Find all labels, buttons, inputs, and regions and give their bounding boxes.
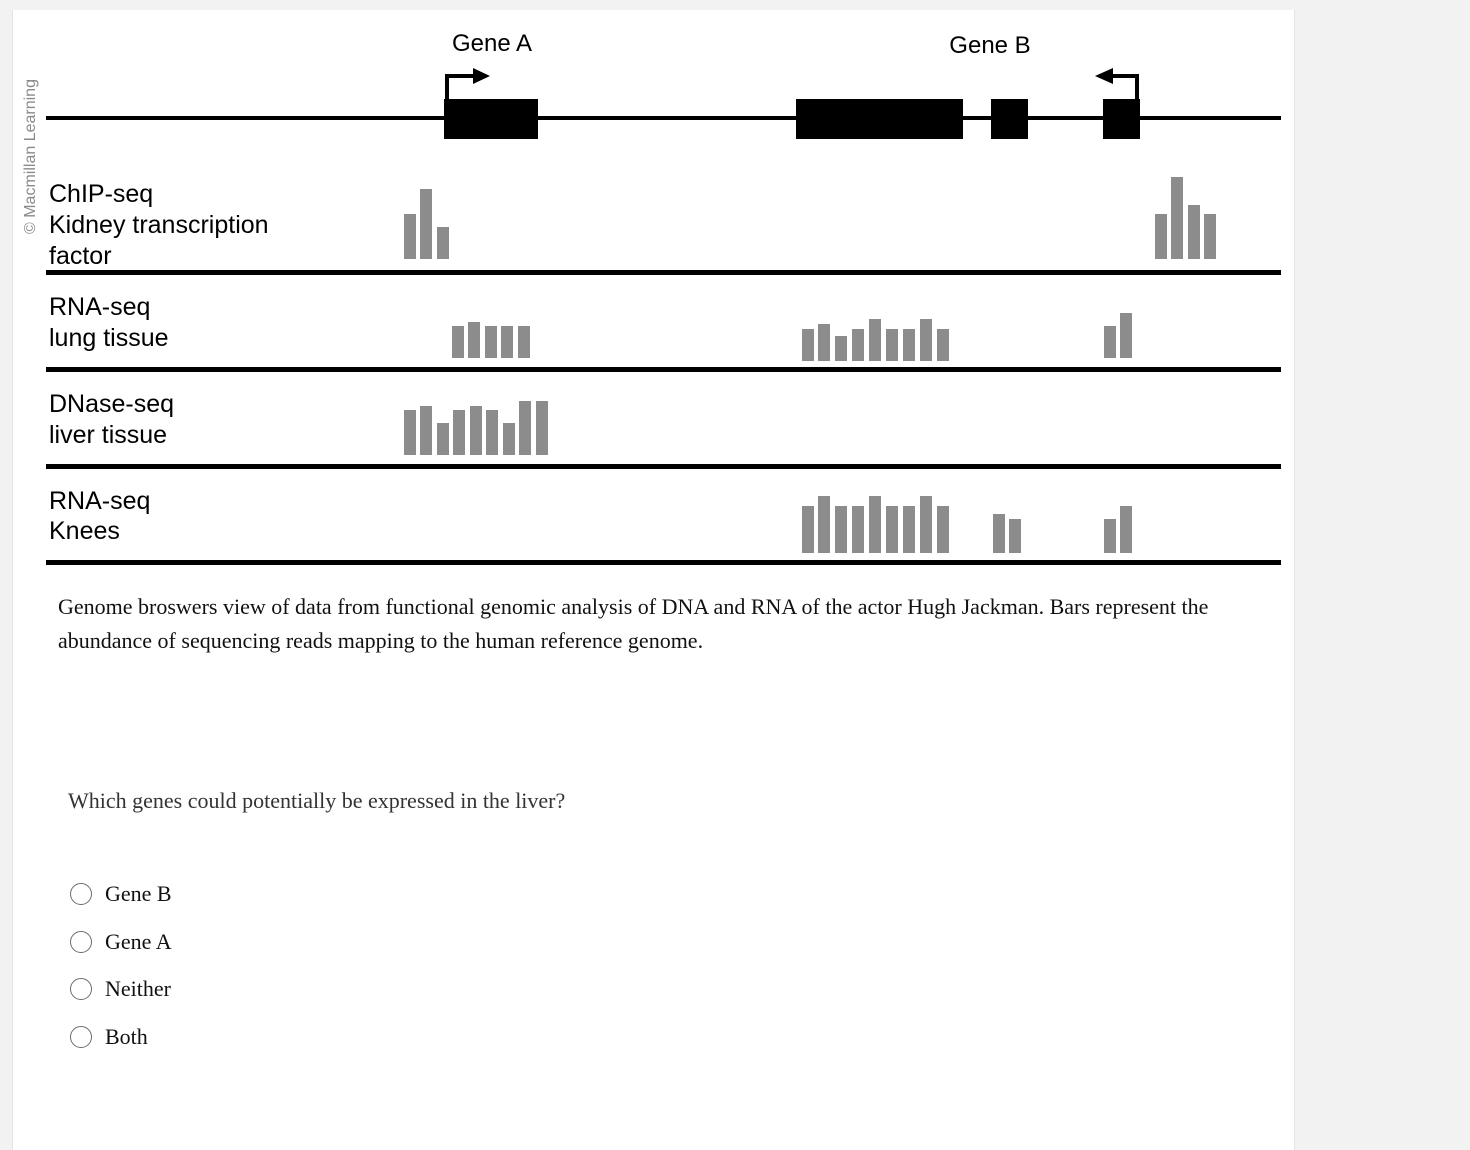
read-bar <box>802 329 814 361</box>
read-bar <box>886 329 898 361</box>
read-bar <box>1009 519 1021 553</box>
track-label-chip-2: Kidney transcription <box>49 211 269 239</box>
read-bar <box>486 410 498 455</box>
read-bar <box>420 189 432 259</box>
read-bar <box>485 326 497 358</box>
option-both[interactable] <box>70 1013 172 1061</box>
read-bar <box>503 423 515 455</box>
read-bar <box>420 406 432 455</box>
gene-b-exon-2 <box>991 99 1028 139</box>
option-neither[interactable] <box>70 965 172 1013</box>
copyright-label: © Macmillan Learning <box>22 79 39 234</box>
read-bar <box>437 423 449 455</box>
gene-b-tss-arrow-icon <box>1095 68 1137 100</box>
read-bar <box>1120 313 1132 358</box>
radio-button[interactable] <box>70 883 92 905</box>
answer-choices <box>70 870 172 1061</box>
gene-a-exon <box>444 99 538 139</box>
read-bar <box>903 329 915 361</box>
read-bar <box>852 329 864 361</box>
read-bar <box>519 401 531 455</box>
read-bar <box>404 410 416 455</box>
read-bar <box>518 326 530 358</box>
option-label: Both <box>105 1023 148 1049</box>
option-gene-b[interactable] <box>70 870 172 918</box>
track-label-rna-lung-1: RNA-seq <box>49 293 151 321</box>
read-bar <box>852 506 864 553</box>
gene-b-exon-3 <box>1103 99 1140 139</box>
read-bar <box>903 506 915 553</box>
track-label-rna-lung-2: lung tissue <box>49 324 169 352</box>
read-bar <box>1120 506 1132 553</box>
read-bar <box>468 322 480 358</box>
read-bar <box>818 496 830 553</box>
read-bar <box>437 227 449 259</box>
gene-a-label: Gene A <box>451 30 533 57</box>
read-bar <box>404 214 416 259</box>
read-bar <box>1155 214 1167 259</box>
read-bar <box>937 506 949 553</box>
gene-b-label: Gene B <box>949 32 1031 59</box>
read-bar <box>470 406 482 455</box>
read-bar <box>818 324 830 361</box>
read-bar <box>869 319 881 361</box>
read-bar <box>937 329 949 361</box>
read-bar <box>869 496 881 553</box>
question-card <box>12 10 1295 1150</box>
track-label-chip-1: ChIP-seq <box>49 180 154 208</box>
read-bar <box>453 410 465 455</box>
option-label: Gene A <box>105 928 172 954</box>
track-separator <box>46 464 1281 469</box>
read-bar <box>1104 519 1116 553</box>
option-label: Gene B <box>105 880 172 906</box>
track-separator <box>46 560 1281 565</box>
read-bar <box>452 326 464 358</box>
gene-a-tss-arrow-icon <box>447 68 490 100</box>
genome-browser-figure <box>13 10 1294 580</box>
read-bar <box>835 506 847 553</box>
track-separator <box>46 270 1281 275</box>
figure-caption: Genome broswers view of data from functional genomic analysis of DNA and RNA of the actor Hugh Jackman. Bars represent the abundance of sequencing reads mapping to the human reference genome. <box>58 594 1209 653</box>
read-bar <box>1204 214 1216 259</box>
read-bar <box>835 336 847 361</box>
read-bar <box>993 514 1005 553</box>
track-label-dnase-1: DNase-seq <box>49 390 175 418</box>
read-bar <box>886 506 898 553</box>
read-bar <box>1188 205 1200 259</box>
option-gene-a[interactable] <box>70 918 172 966</box>
track-label-chip-3: factor <box>49 242 112 270</box>
read-bar <box>920 319 932 361</box>
radio-button[interactable] <box>70 1026 92 1048</box>
genome-line <box>46 116 1281 120</box>
track-label-dnase-2: liver tissue <box>49 421 168 449</box>
track-label-knees-2: Knees <box>49 517 120 545</box>
gene-b-exon-1 <box>796 99 963 139</box>
read-bar <box>536 401 548 455</box>
track-label-knees-1: RNA-seq <box>49 487 151 515</box>
read-bar <box>501 326 513 358</box>
read-bar <box>1171 177 1183 259</box>
track-separator <box>46 367 1281 372</box>
read-bar <box>802 506 814 553</box>
question-text: Which genes could potentially be expressed in the liver? <box>68 788 566 813</box>
radio-button[interactable] <box>70 978 92 1000</box>
read-bar <box>920 496 932 553</box>
option-label: Neither <box>105 976 171 1002</box>
radio-button[interactable] <box>70 931 92 953</box>
read-bar <box>1104 326 1116 358</box>
